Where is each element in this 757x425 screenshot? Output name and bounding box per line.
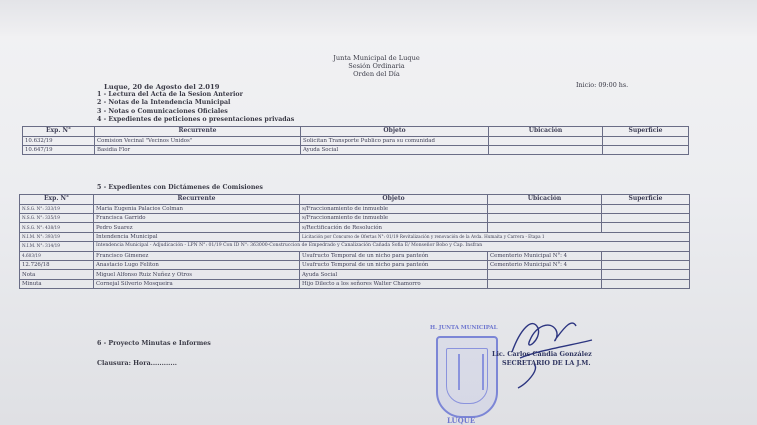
cell <box>602 251 690 260</box>
agenda-item-3: 3 - Notas o Comunicaciones Oficiales <box>97 108 228 115</box>
cell <box>602 213 690 222</box>
table-row <box>20 251 690 260</box>
table-row <box>20 270 690 279</box>
cell: Francisco Gimenez <box>94 251 300 260</box>
cell <box>489 145 603 154</box>
petitions-table <box>22 126 689 155</box>
section-6-title: 6 - Proyecto Minutas e Informes <box>97 340 211 347</box>
cell: Hijo Dilecto a los señores Walter Chamorro <box>300 279 488 288</box>
cell <box>602 279 690 288</box>
col-header: Exp. N° <box>20 195 94 205</box>
cell: Cementerio Municipal N°: 4 <box>488 260 602 269</box>
cell: Intendencia Municipal <box>94 232 300 241</box>
start-time: Inicio: 09:00 hs. <box>576 81 629 89</box>
table-row <box>20 232 690 241</box>
signatory-title: SECRETARIO DE LA J.M. <box>502 359 591 367</box>
agenda-item-1: 1 - Lectura del Acta de la Sesion Anterior <box>97 91 243 98</box>
table-row <box>20 223 690 232</box>
col-header: Exp. N° <box>23 127 95 137</box>
cell <box>602 204 690 213</box>
cell: s/Fraccionamiento de inmueble <box>300 213 488 222</box>
cell <box>488 213 602 222</box>
table-row <box>23 145 689 154</box>
col-header: Superficie <box>602 195 690 205</box>
table-header-row <box>23 127 689 137</box>
col-header: Objeto <box>300 195 488 205</box>
cell: Anastacio Lugo Feliton <box>94 260 300 269</box>
cell: Cornejal Silverio Mosqueira <box>94 279 300 288</box>
cell <box>488 270 602 279</box>
cell: Nota <box>20 270 94 279</box>
cell: Licitación por Concurso de Ofertas N°: 01/19 Revitalización y renovación de la Avda. Humaita y Carrera - Etapa 1 <box>300 232 690 241</box>
dictamenes-table <box>19 194 690 289</box>
cell: N.I.M. N°: 393/19 <box>20 232 94 241</box>
cell: 4.603/19 <box>20 251 94 260</box>
cell <box>602 223 690 232</box>
signatory-name: Lic. Carlos Candia González <box>492 350 592 358</box>
col-header: Objeto <box>301 127 489 137</box>
cell: Comision Vecinal "Vecinos Unidos" <box>95 136 301 145</box>
cell: Maria Eugenia Palacios Colman <box>94 204 300 213</box>
table-row <box>20 279 690 288</box>
table-row <box>20 213 690 222</box>
col-header: Ubicación <box>489 127 603 137</box>
cell <box>603 136 689 145</box>
closing-line: Clausura: Hora............ <box>97 360 177 367</box>
agenda-item-4: 4 - Expedientes de peticiones o presentaciones privadas <box>97 116 295 123</box>
stamp-top-text: H. JUNTA MUNICIPAL <box>430 325 498 331</box>
agenda-item-2: 2 - Notas de la Intendencia Municipal <box>97 99 231 106</box>
cell <box>602 270 690 279</box>
cell: Usufructo Temporal de un nicho para panteón <box>300 260 488 269</box>
cell: Cementerio Municipal N°: 4 <box>488 251 602 260</box>
agenda-title: Orden del Día <box>353 70 400 78</box>
cell <box>488 279 602 288</box>
table-row <box>20 260 690 269</box>
cell: N.S.G. N°: 438/19 <box>20 223 94 232</box>
cell <box>488 204 602 213</box>
cell: s/Fraccionamiento de inmueble <box>300 204 488 213</box>
cell: 10.647/19 <box>23 145 95 154</box>
stamp-bottom-text: LUQUE <box>447 416 476 425</box>
cell <box>488 223 602 232</box>
cell: N.I.M. N°: 314/19 <box>20 242 94 251</box>
col-header: Recurrente <box>94 195 300 205</box>
cell: 10.632/19 <box>23 136 95 145</box>
cell: 12.726/18 <box>20 260 94 269</box>
table-row <box>20 242 690 251</box>
date-place: Luque, 20 de Agosto del 2.019 <box>104 83 220 91</box>
cell: Ayuda Social <box>300 270 488 279</box>
cell: N.S.G. N°: 335/19 <box>20 213 94 222</box>
cell: Usufructo Temporal de un nicho para panteón <box>300 251 488 260</box>
cell: Minuta <box>20 279 94 288</box>
cell: s/Rectificación de Resolución <box>300 223 488 232</box>
handwritten-signature <box>480 300 600 390</box>
cell: Miguel Alfonso Ruiz Nuñez y Otros <box>94 270 300 279</box>
table-row <box>23 136 689 145</box>
cell: Solicitan Transporte Publico para su comunidad <box>301 136 489 145</box>
cell <box>489 136 603 145</box>
cell <box>602 260 690 269</box>
table-header-row <box>20 195 690 205</box>
table-row <box>20 204 690 213</box>
section-5-title: 5 - Expedientes con Dictámenes de Comisiones <box>97 184 263 191</box>
col-header: Superficie <box>603 127 689 137</box>
cell: Pedro Suarez <box>94 223 300 232</box>
cell: Ayuda Social <box>301 145 489 154</box>
col-header: Recurrente <box>95 127 301 137</box>
session-title: Sesión Ordinaria <box>348 62 405 70</box>
cell: N.S.G. N°: 333/19 <box>20 204 94 213</box>
org-title: Junta Municipal de Luque <box>333 54 420 62</box>
cell <box>603 145 689 154</box>
cell: Francisca Garrido <box>94 213 300 222</box>
cell: Intendencia Municipal - Adjudicación - LPN N°: 01/19 Con ID N°: 363000-Construccion de Empedrado y Canalización Cañada Sofia E/ Monseñor Bobo y Cap. Insfran <box>94 242 690 251</box>
cell: Basidia Flor <box>95 145 301 154</box>
col-header: Ubicación <box>488 195 602 205</box>
